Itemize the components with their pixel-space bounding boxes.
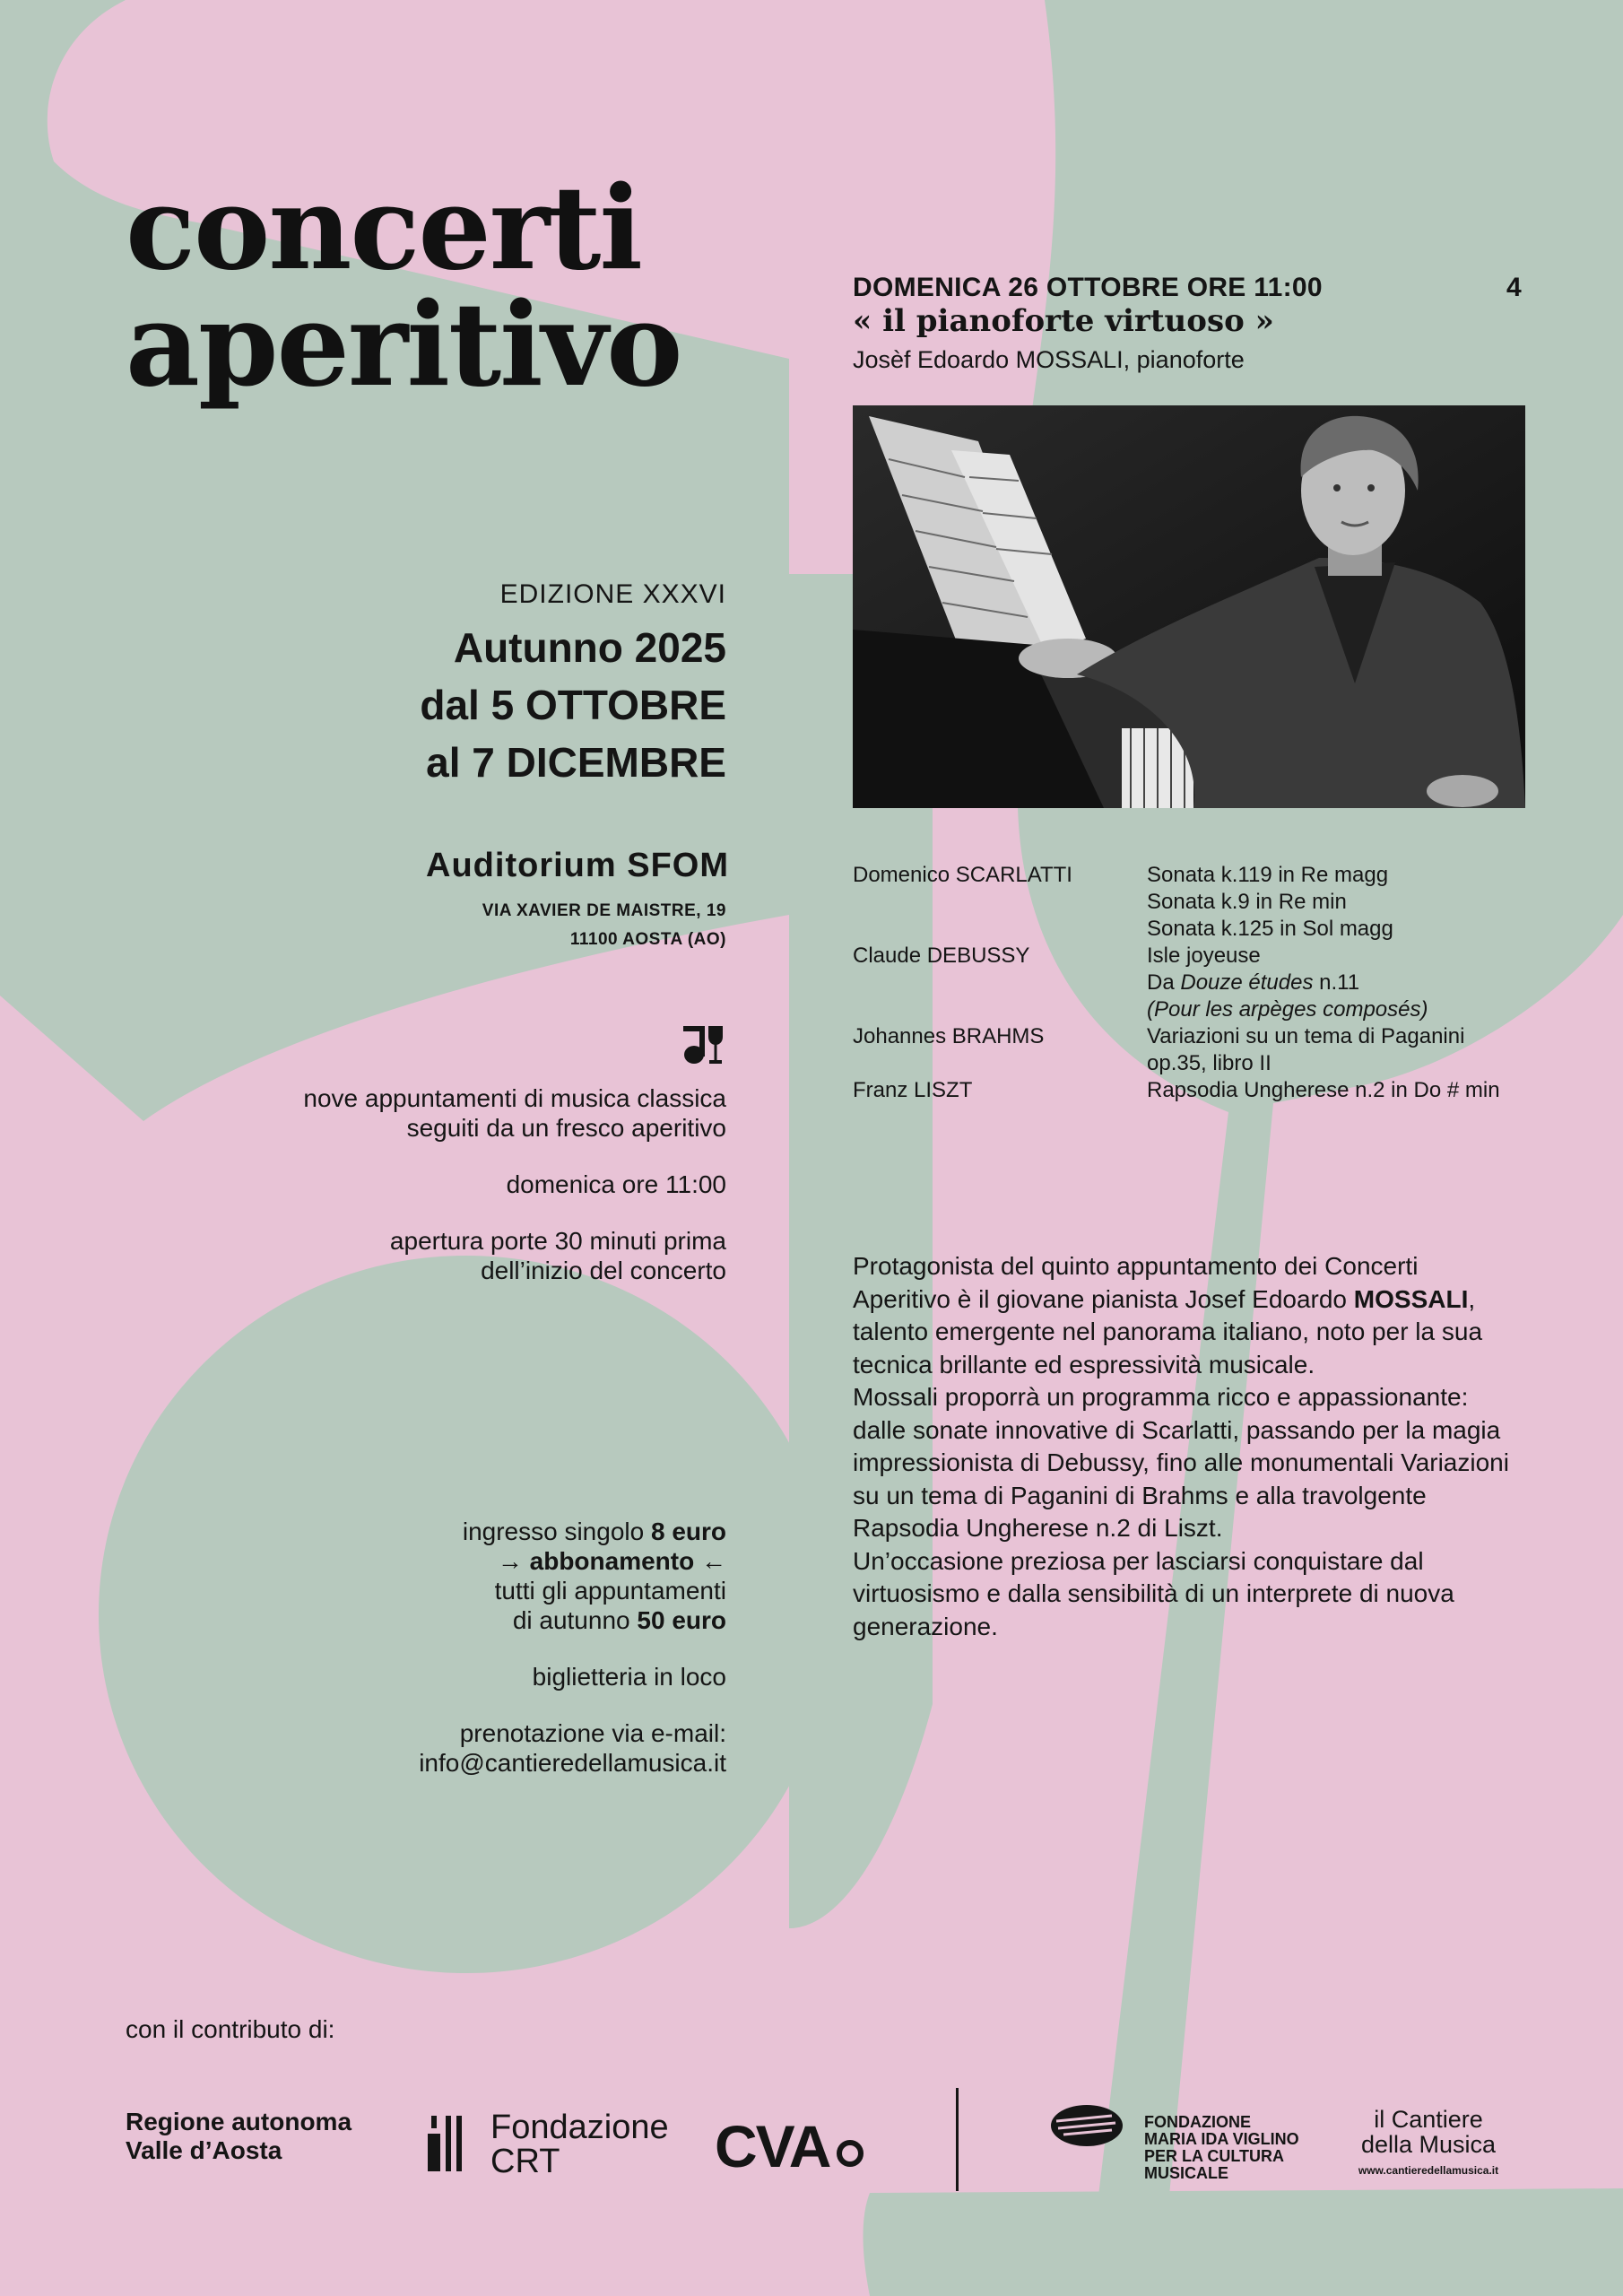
- info-line: seguiti da un fresco aperitivo: [406, 1114, 726, 1142]
- composer: Domenico SCARLATTI: [853, 863, 1072, 887]
- composer: Claude DEBUSSY: [853, 944, 1030, 968]
- season-line: dal 5 OTTOBRE: [420, 682, 726, 728]
- work: (Pour les arpèges composés): [1147, 997, 1428, 1022]
- sponsor-line: della Musica: [1360, 2131, 1497, 2158]
- performer-name: Josèf Edoardo MOSSALI, pianoforte: [853, 346, 1245, 373]
- sponsor-divider: [956, 2088, 959, 2191]
- cantiere-url[interactable]: www.cantieredellamusica.it: [1358, 2164, 1499, 2177]
- season-dates: [420, 619, 726, 791]
- composer: Johannes BRAHMS: [853, 1024, 1045, 1048]
- crt-name: [490, 2110, 669, 2179]
- info-line: dell’inizio del concerto: [481, 1257, 726, 1284]
- sponsor-line: Valle d’Aosta: [126, 2136, 282, 2164]
- description-paragraph: Protagonista del quinto appuntamento dei Concerti Aperitivo è il giovane pianista Josef Edoardo MOSSALI, talento emergente nel panorama italiano, noto per la sua tecnica brillante ed espressività musicale.: [853, 1252, 1483, 1378]
- concert-date: DOMENICA 26 OTTOBRE ORE 11:00: [853, 273, 1323, 302]
- work: Variazioni su un tema di Paganini: [1147, 1024, 1465, 1048]
- work: Sonata k.125 in Sol magg: [1147, 917, 1393, 941]
- sponsor-regione: [126, 2108, 352, 2165]
- tickets-block: [419, 1517, 726, 1778]
- performer-photo: [853, 405, 1525, 808]
- season-line: Autunno 2025: [453, 624, 726, 671]
- sponsor-line: MUSICALE: [1144, 2164, 1228, 2182]
- program-works: [1147, 862, 1523, 1104]
- title-line-1: concerti: [126, 161, 641, 296]
- sponsor-cantiere: [1352, 2107, 1505, 2177]
- sponsor-line: CRT: [490, 2143, 560, 2180]
- venue-name: Auditorium SFOM: [426, 847, 729, 884]
- info-block: [303, 1083, 726, 1285]
- work: Da Douze études n.11: [1147, 970, 1360, 995]
- sponsor-line: il Cantiere: [1374, 2106, 1483, 2133]
- address-line: 11100 AOSTA (AO): [569, 930, 726, 949]
- description-paragraph: Un’occasione preziosa per lasciarsi conquistare dal virtuosismo e dalla sensibilità di un interprete di nuova generazione.: [853, 1546, 1454, 1640]
- pianist-image: [853, 405, 1525, 808]
- info-line: domenica ore 11:00: [506, 1170, 726, 1198]
- viglino-name: [1144, 2114, 1299, 2182]
- sponsor-line: MARIA IDA VIGLINO: [1144, 2130, 1299, 2148]
- season-line: al 7 DICEMBRE: [426, 739, 726, 786]
- contributors-label: con il contributo di:: [126, 2015, 335, 2043]
- subscription-line: tutti gli appuntamenti: [494, 1577, 726, 1605]
- sponsor-line: PER LA CULTURA: [1144, 2147, 1284, 2165]
- concert-subtitle: « il pianoforte virtuoso »: [853, 303, 1274, 339]
- box-office: biglietteria in loco: [532, 1663, 726, 1691]
- booking-email[interactable]: info@cantieredellamusica.it: [419, 1749, 726, 1777]
- work: Isle joyeuse: [1147, 944, 1261, 968]
- concert-number: 4: [1506, 273, 1522, 302]
- work: Rapsodia Ungherese n.2 in Do # min: [1147, 1078, 1500, 1102]
- work: Sonata k.119 in Re magg: [1147, 863, 1389, 887]
- composer: Franz LISZT: [853, 1078, 973, 1102]
- sponsor-line: Regione autonoma: [126, 2108, 352, 2135]
- info-line: apertura porte 30 minuti prima: [389, 1227, 726, 1255]
- address-line: VIA XAVIER DE MAISTRE, 19: [482, 901, 726, 920]
- single-ticket: ingresso singolo 8 euro: [462, 1518, 726, 1545]
- info-line: nove appuntamenti di musica classica: [303, 1084, 726, 1112]
- booking-label: prenotazione via e-mail:: [459, 1719, 726, 1747]
- description-paragraph: Mossali proporrà un programma ricco e appassionante: dalle sonate innovative di Scarlatti, passando per la magia impressionista di Debussy, fino alle monumentali Variazioni su un tema di Paganini di Brahms e alla travolgente Rapsodia Ungherese n.2 di Liszt.: [853, 1383, 1509, 1542]
- venue-address: [482, 897, 726, 954]
- note-glass-icon: [681, 1024, 725, 1065]
- crt-logo-icon: [426, 2110, 480, 2173]
- cva-logo-text: CVA: [715, 2113, 830, 2179]
- sponsor-cva: [715, 2112, 864, 2180]
- program-composers: [853, 862, 1122, 1104]
- page-title: [126, 161, 681, 413]
- cva-dot-icon: [837, 2140, 864, 2167]
- edition-label: EDIZIONE XXXVI: [499, 579, 726, 609]
- work: Sonata k.9 in Re min: [1147, 890, 1347, 914]
- title-line-2: aperitivo: [126, 278, 681, 413]
- sponsor-line: FONDAZIONE: [1144, 2113, 1251, 2131]
- work: op.35, libro II: [1147, 1051, 1271, 1075]
- subscription-price: di autunno 50 euro: [512, 1606, 726, 1634]
- subscription-label: → abbonamento ←: [497, 1547, 726, 1575]
- single-price: 8 euro: [650, 1518, 726, 1545]
- viglino-logo-icon: [1049, 2103, 1124, 2148]
- sponsor-line: Fondazione: [490, 2109, 669, 2146]
- concert-description: [853, 1250, 1516, 1643]
